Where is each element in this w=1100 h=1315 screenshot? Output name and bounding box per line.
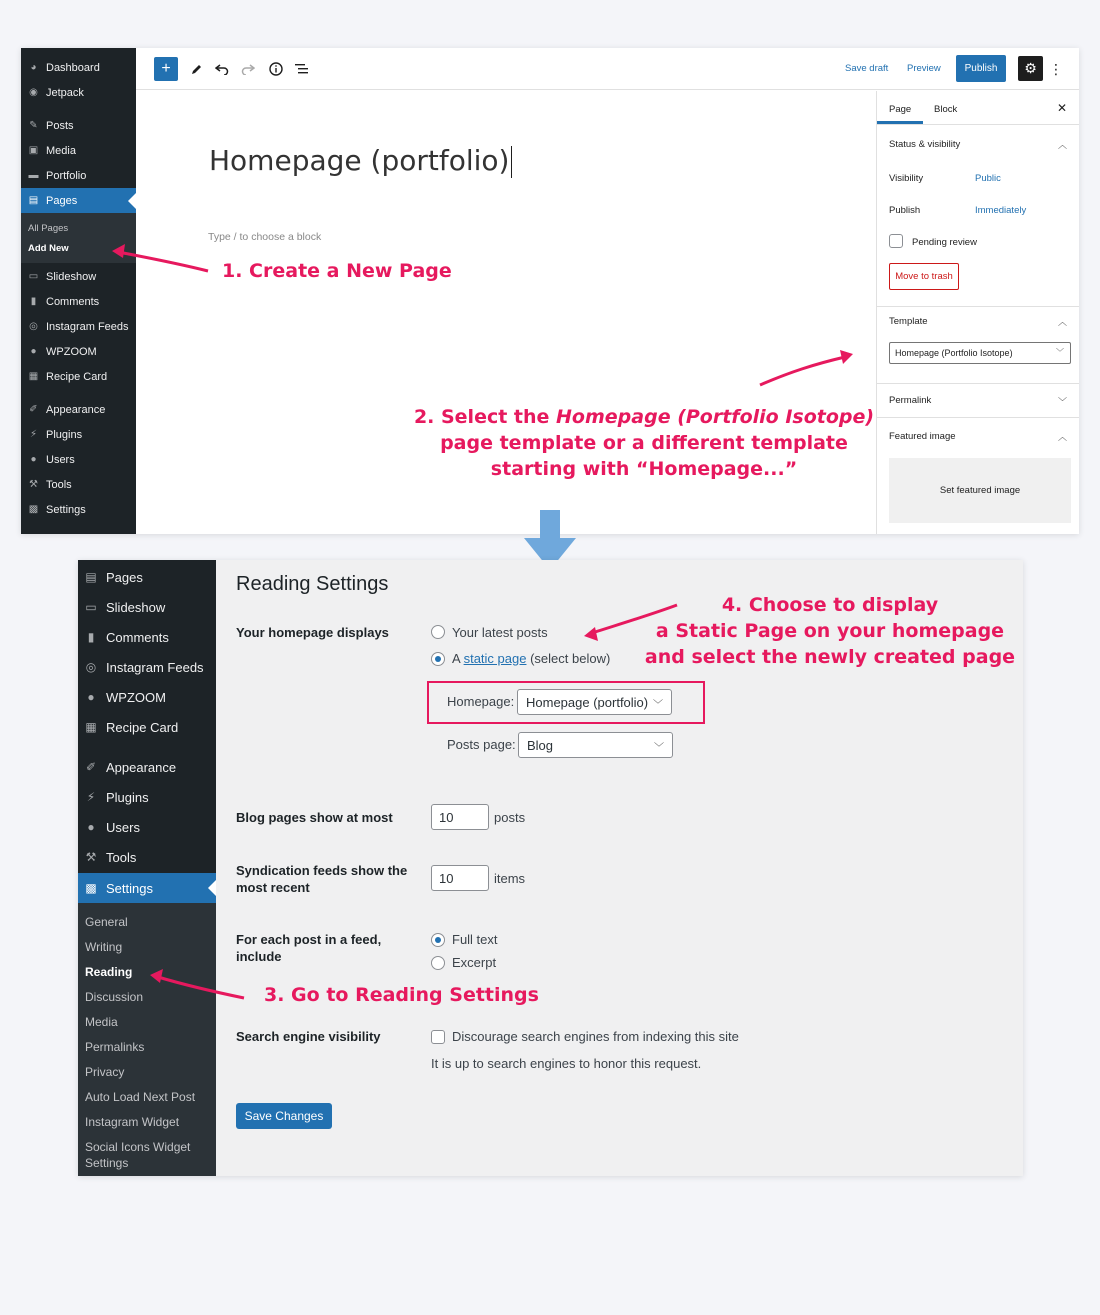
syndication-label-line1: Syndication feeds show the [236,863,408,878]
sidebar-item-label: Instagram Feeds [46,320,129,333]
sidebar-item-label: Recipe Card [106,719,179,735]
annotation-step3: 3. Go to Reading Settings [264,984,539,1006]
plus-icon: + [161,60,171,77]
template-select[interactable] [889,342,1071,364]
annotation-step2 [400,404,888,482]
visibility-label: Visibility [889,173,924,184]
user-icon: ● [30,454,37,465]
sidebar-item-tools[interactable] [78,842,216,872]
permalink-heading[interactable]: Permalink [889,395,932,406]
sidebar-item-label: WPZOOM [106,689,166,705]
plugin-icon: ⚡ [86,790,96,804]
static-page-prefix: A [452,651,460,666]
pencil-icon [190,63,203,76]
publish-value[interactable]: Immediately [975,205,1027,216]
sidebar-item-label: Users [46,453,75,466]
excerpt-radio[interactable] [431,956,445,970]
settings-submenu [78,903,216,1176]
search-visibility-label: Search engine visibility [236,1029,381,1044]
sidebar-item-wpzoom[interactable] [21,339,136,364]
redo-button[interactable] [238,57,258,81]
list-view-icon [295,63,309,75]
sidebar-item-posts[interactable] [21,113,136,138]
sidebar-item-portfolio[interactable] [21,163,136,188]
sidebar-item-label: Settings [46,503,86,516]
discourage-search-checkbox[interactable] [431,1030,445,1044]
latest-posts-radio[interactable] [431,625,445,639]
settings-icon: ▩ [28,504,39,515]
wpzoom-icon: ● [87,690,95,704]
admin-sidebar [78,560,216,1176]
sidebar-item-label: Users [106,819,140,835]
chevron-down-icon: ﹀ [1056,348,1064,357]
full-text-label: Full text [452,932,498,947]
media-icon: ▣ [28,145,39,156]
page-title: Reading Settings [236,573,389,595]
block-placeholder[interactable]: Type / to choose a block [208,231,322,243]
tab-block[interactable]: Block [934,104,958,115]
sidebar-item-dashboard[interactable] [21,55,136,80]
blog-pages-value: 10 [439,809,454,825]
sidebar-item-label: Appearance [46,403,106,416]
sidebar-item-pages[interactable] [21,188,136,213]
sidebar-item-media[interactable] [21,138,136,163]
annotation-step2-line3: starting with “Homepage...” [490,458,798,480]
submenu-general[interactable]: General [85,915,128,929]
sidebar-item-plugins[interactable] [21,422,136,447]
divider [877,124,1079,125]
sidebar-item-instagram-feeds[interactable] [21,314,136,339]
sidebar-item-label: Recipe Card [46,370,108,383]
sidebar-item-label: Media [46,144,76,157]
post-title-text: Homepage (portfolio) [209,144,510,177]
save-changes-label: Save Changes [244,1109,324,1123]
submenu-social-icons-widget-settings[interactable]: Settings [85,1156,129,1170]
sidebar-item-plugins[interactable] [78,782,216,812]
slideshow-icon: ▭ [85,600,97,614]
info-icon [269,62,283,76]
submenu-auto-load-next-post[interactable]: Auto Load Next Post [85,1090,196,1104]
publish-label: Publish [964,63,998,74]
submenu-add-new[interactable]: Add New [28,243,69,254]
sidebar-item-label: Slideshow [106,599,166,615]
posts-page-select-value: Blog [527,737,554,753]
blog-pages-input[interactable] [431,804,489,830]
syndication-label-line2: most recent [236,880,310,895]
undo-button[interactable] [212,57,232,81]
admin-sidebar [21,48,136,534]
sidebar-item-label: Tools [46,478,72,491]
sidebar-item-appearance[interactable] [21,397,136,422]
chevron-down-icon: ﹀ [653,700,663,711]
sidebar-item-label: Comments [46,295,100,308]
divider [877,306,1079,307]
details-button[interactable] [266,57,286,81]
submenu-privacy[interactable]: Privacy [85,1065,125,1079]
pages-icon: ▤ [28,195,39,206]
sidebar-item-label: Instagram Feeds [106,659,204,675]
sidebar-item-slideshow[interactable] [21,264,136,289]
template-heading[interactable]: Template [889,316,928,327]
publish-button[interactable] [956,55,1006,82]
sidebar-item-pages[interactable] [78,562,216,592]
template-select-value: Homepage (Portfolio Isotope) [895,348,1013,358]
feed-content-label-line2: include [236,949,282,964]
divider [877,383,1079,384]
sidebar-item-label: Comments [106,629,169,645]
user-icon: ● [87,820,95,834]
syndication-input[interactable] [431,865,489,891]
latest-posts-label: Your latest posts [452,625,548,640]
chevron-down-icon: ﹀ [654,743,664,754]
sidebar-item-recipe-card[interactable] [78,712,216,742]
sidebar-item-users[interactable] [78,812,216,842]
dashboard-icon: ◕ [30,62,37,73]
sidebar-item-appearance[interactable] [78,752,216,782]
tools-button[interactable] [186,57,206,81]
recipe-card-icon: ▦ [28,371,39,382]
syndication-label [236,862,407,896]
divider [877,417,1079,418]
submenu-writing[interactable]: Writing [85,940,123,954]
active-caret [208,880,216,896]
posts-page-label: Posts page: [447,737,516,752]
settings-toggle-button[interactable] [1018,56,1043,81]
set-featured-image-label: Set featured image [939,485,1021,496]
discourage-search-label: Discourage search engines from indexing this site [452,1029,739,1044]
sidebar-item-tools[interactable] [21,472,136,497]
chevron-down-icon[interactable]: ﹀ [1057,397,1067,407]
sidebar-item-label: Posts [46,119,74,132]
annotation-step4-line1: 4. Choose to display [721,594,939,616]
homepage-displays-label: Your homepage displays [236,625,389,640]
document-settings-panel [876,91,1079,534]
add-block-button[interactable] [154,57,178,81]
active-caret [128,193,136,209]
sidebar-item-label: Plugins [46,428,83,441]
chevron-up-icon[interactable]: ︿ [1057,140,1067,150]
homepage-select-label: Homepage: [447,694,515,709]
sidebar-item-wpzoom[interactable] [78,682,216,712]
annotation-step2-line1 [400,404,888,430]
sidebar-item-label: Pages [46,194,78,207]
status-visibility-heading[interactable]: Status & visibility [889,139,961,150]
sidebar-item-comments[interactable] [21,289,136,314]
pages-icon: ▤ [85,570,97,584]
sidebar-item-label: Appearance [106,759,177,775]
save-changes-button[interactable] [236,1103,332,1129]
set-featured-image-button[interactable] [889,458,1071,523]
search-visibility-note: It is up to search engines to honor this request. [431,1056,702,1071]
sidebar-item-jetpack[interactable] [21,80,136,105]
sidebar-item-label: WPZOOM [46,345,97,358]
annotation-step4-line2: a Static Page on your homepage [655,620,1005,642]
list-view-button[interactable] [292,57,312,81]
plugin-icon: ⚡ [29,429,38,440]
submenu-social-icons-widget[interactable]: Social Icons Widget [85,1140,191,1154]
comments-icon: ▮ [30,296,37,307]
gear-icon: ⚙ [1024,60,1037,76]
instagram-icon: ◎ [29,321,38,332]
sidebar-item-label: Settings [106,880,153,896]
preview-button[interactable]: Preview [907,63,941,74]
text-cursor [511,146,512,178]
redo-icon [241,63,255,75]
feed-content-label-line1: For each post in a feed, [236,932,382,947]
visibility-value[interactable]: Public [975,173,1001,184]
sidebar-item-settings[interactable] [21,497,136,522]
wpzoom-icon: ● [30,346,37,357]
sidebar-item-settings[interactable] [78,873,216,903]
homepage-select-value: Homepage (portfolio) [526,694,649,710]
editor-toolbar [136,48,1079,90]
undo-icon [215,63,229,75]
submenu-permalinks[interactable]: Permalinks [85,1040,145,1054]
excerpt-label: Excerpt [452,955,497,970]
annotation-step4 [630,592,1030,670]
more-vertical-icon: ⋮ [1049,60,1063,77]
brush-icon: ✐ [29,404,38,415]
wrench-icon: ⚒ [85,850,97,864]
blog-pages-unit: posts [494,810,526,825]
submenu-all-pages[interactable]: All Pages [28,223,69,234]
sidebar-item-label: Portfolio [46,169,87,182]
recipe-card-icon: ▦ [85,720,97,734]
jetpack-icon: ◉ [29,87,38,98]
save-draft-button[interactable]: Save draft [845,63,889,74]
blog-pages-label: Blog pages show at most [236,810,393,825]
homepage-select[interactable] [517,689,672,715]
chevron-up-icon[interactable]: ︿ [1057,317,1067,327]
close-icon[interactable]: ✕ [1056,101,1067,115]
sidebar-item-label: Plugins [106,789,149,805]
chevron-up-icon[interactable]: ︿ [1057,432,1067,442]
more-options-button[interactable] [1050,58,1062,80]
sidebar-item-label: Jetpack [46,86,84,99]
sidebar-item-comments[interactable] [78,622,216,652]
instagram-icon: ◎ [85,660,97,674]
move-to-trash-label: Move to trash [895,271,953,282]
submenu-instagram-widget[interactable]: Instagram Widget [85,1115,180,1129]
sidebar-item-users[interactable] [21,447,136,472]
sidebar-item-label: Slideshow [46,270,97,283]
sidebar-item-label: Dashboard [46,61,100,74]
pending-review-label: Pending review [912,237,977,248]
sidebar-item-slideshow[interactable] [78,592,216,622]
sidebar-item-label: Pages [106,569,143,585]
tab-page[interactable]: Page [889,104,912,115]
comments-icon: ▮ [87,630,95,644]
post-title[interactable] [209,144,512,178]
sidebar-item-recipe-card[interactable] [21,364,136,389]
syndication-value: 10 [439,870,454,886]
slideshow-icon: ▭ [28,271,39,282]
pending-review-checkbox[interactable] [889,234,903,248]
sidebar-item-label: Tools [106,849,137,865]
syndication-unit: items [494,871,526,886]
posts-page-select[interactable] [518,732,673,758]
publish-label: Publish [889,205,921,216]
annotation-step4-line3: and select the newly created page [644,646,1016,668]
pages-submenu [21,213,136,263]
static-page-radio[interactable] [431,652,445,666]
wrench-icon: ⚒ [29,479,38,490]
full-text-radio[interactable] [431,933,445,947]
submenu-reading[interactable]: Reading [85,965,133,979]
submenu-media[interactable]: Media [85,1015,118,1029]
static-page-option [452,651,610,666]
sidebar-item-instagram-feeds[interactable] [78,652,216,682]
featured-image-heading[interactable]: Featured image [889,431,956,442]
submenu-discussion[interactable]: Discussion [85,990,144,1004]
pin-icon: ✎ [29,120,38,131]
brush-icon: ✐ [85,760,97,774]
folder-icon: ▬ [28,170,39,181]
annotation-step2-line2: page template or a different template [440,432,848,454]
annotation-step2-em: Homepage (Portfolio Isotope) [556,406,875,428]
annotation-step2-prefix: 2. Select the [413,406,557,428]
static-page-suffix: (select below) [530,651,611,666]
move-to-trash-button[interactable] [889,263,959,290]
feed-content-label [236,931,381,965]
static-page-link[interactable]: static page [463,651,527,666]
annotation-step1: 1. Create a New Page [222,260,452,282]
settings-icon: ▩ [85,881,97,895]
